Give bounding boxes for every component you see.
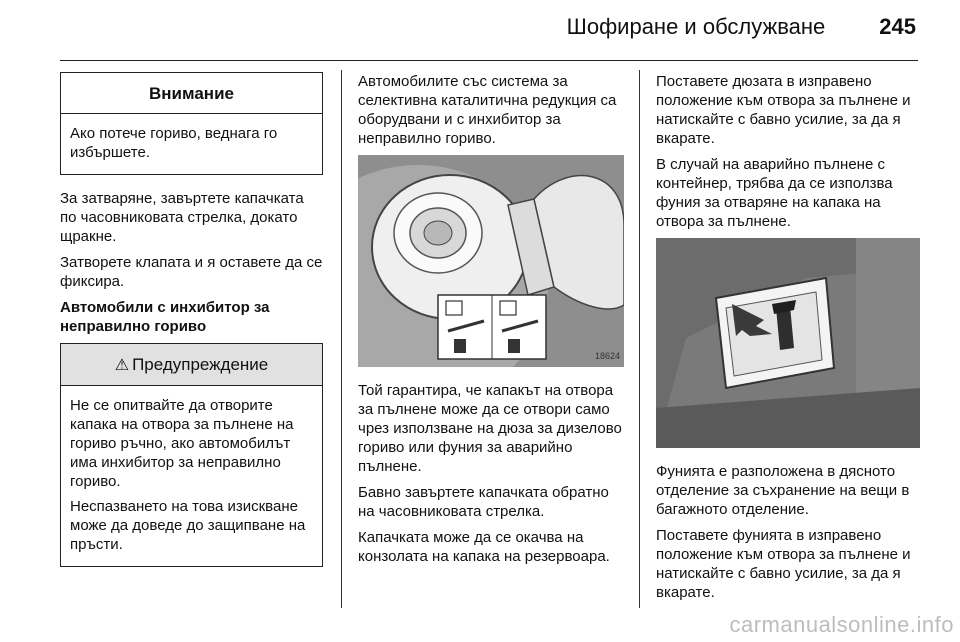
subheading: Автомобили с инхибитор за неправилно гориво [60,299,270,335]
paragraph: Автомобилите със система за селективна каталитична редукция са оборудвани и с инхибитор за неправилно гориво. [358,73,617,147]
caution-box-title: Внимание [61,73,322,114]
warning-triangle-icon: ⚠ [114,357,130,374]
column-2 [358,72,624,573]
trunk-compartment-drawing [656,238,920,448]
warning-box [60,343,323,567]
column-1 [60,72,323,581]
watermark: carmanualsonline.info [729,612,954,637]
trunk-funnel-illustration [656,238,920,448]
paragraph: В случай на аварийно пълнене с контейнер, трябва да се използва фуния за отваряне на капака на отвора за пълнене. [656,156,893,230]
section-title: Шофиране и обслужване [566,14,826,39]
paragraph: За затваряне, завъртете капачката по часовниковата стрелка, докато щракне. [60,190,304,245]
warning-text: Не се опитвайте да отворите капака на отвора за пълнене на гориво ръчно, ако автомобилът има инхибитор за неправилно гориво. [70,397,294,490]
warning-box-body [61,386,322,566]
page-number: 245 [879,14,916,39]
paragraph: Поставете дюзата в изправено положение към отвора за пълнене и натискайте с бавно усилие, за да я вкарате. [656,73,911,147]
paragraph: Затворете клапата и я оставете да се фиксира. [60,254,323,290]
column-divider-2 [639,70,640,608]
column-divider-1 [341,70,342,608]
paragraph: Поставете фунията в изправено положение към отвора за пълнене и натискайте с бавно усилие, за да я вкарате. [656,527,911,601]
header-rule [60,60,918,61]
column-3 [656,72,922,609]
fuel-flap-drawing [358,155,624,367]
caution-text: Ако потече гориво, веднага го избършете. [70,125,278,161]
paragraph: Бавно завъртете капачката обратно на часовниковата стрелка. [358,484,609,520]
fuel-flap-illustration [358,155,624,367]
warning-box-header [61,344,322,386]
page-header [567,14,916,40]
paragraph: Фунията е разположена в дясното отделение за съхранение на вещи в багажното отделение. [656,463,910,518]
warning-box-title: Предупреждение [132,355,269,374]
caution-box-body [61,114,322,174]
caution-box [60,72,323,175]
paragraph: Капачката може да се окачва на конзолата на капака на резервоара. [358,529,610,565]
paragraph: Той гарантира, че капакът на отвора за пълнене може да се отвори само чрез използване на дюза за дизелово гориво или фуния за аварийно пълнене. [358,382,622,475]
warning-text: Неспазването на това изискване може да доведе до защипване на пръсти. [70,498,306,553]
figure-code: 18624 [594,351,620,361]
